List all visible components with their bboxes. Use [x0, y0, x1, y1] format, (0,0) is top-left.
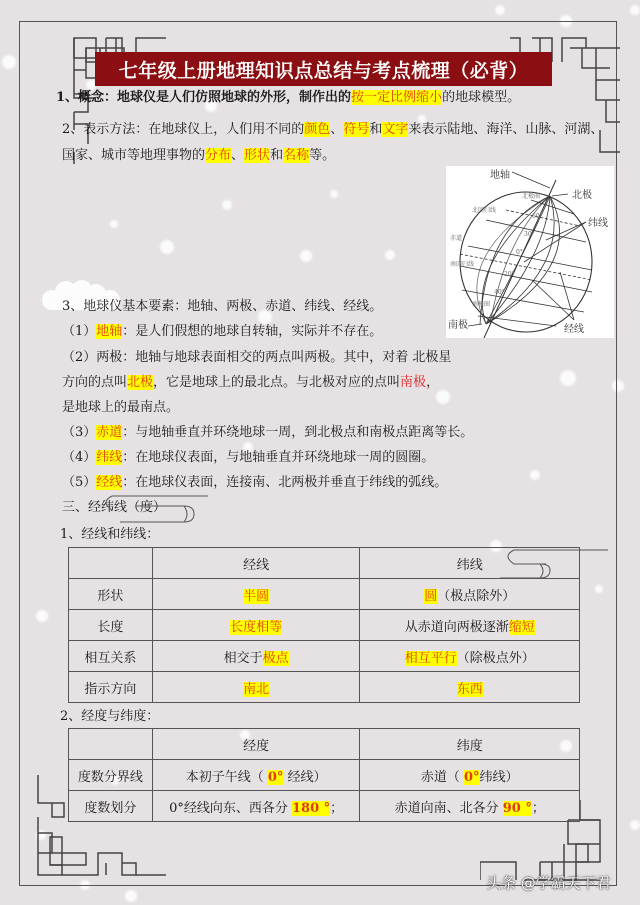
item-text: ，	[426, 375, 440, 390]
section3-item1	[62, 323, 382, 341]
cell-highlight: 90 °	[502, 800, 532, 816]
section3-item2-line2	[62, 374, 439, 392]
term-south-pole: 南极	[400, 375, 427, 390]
cell-text: 经线）	[283, 769, 327, 785]
globe-diagram	[446, 166, 614, 338]
globe-label-north-pole: 北极	[572, 190, 592, 201]
globe-label-0: 0°	[516, 249, 523, 256]
page-title: 七年级上册地理知识点总结与考点梳理（必背）	[95, 52, 552, 86]
section1-prefix: 1、概念：地球仪是人们仿照地球的外形，制作出的	[56, 90, 352, 105]
cell-text: 纬线）	[479, 769, 519, 785]
section3-item3	[62, 424, 473, 442]
table-cell	[360, 760, 580, 791]
table-cell	[152, 579, 360, 610]
globe-label-antarctic-circle: 南极圈	[472, 301, 491, 308]
cell-highlight: 相互平行	[404, 650, 457, 666]
section2-line2-suffix: 等。	[309, 148, 336, 163]
cell-highlight: 圆	[424, 588, 438, 604]
cell-text: （极点除外）	[437, 588, 516, 604]
globe-label-30: 30°	[524, 231, 535, 238]
cell-highlight: 长度相等	[230, 619, 283, 635]
section3-item2-line1: （2）两极：地轴与地球表面相交的两点叫两极。其中，对着 北极星	[62, 350, 452, 365]
cell-highlight: 半圆	[243, 588, 270, 604]
item-number: （4）	[62, 450, 97, 465]
cell-text: 赤道向南、北各分	[394, 800, 503, 816]
hl-color: 颜色	[304, 122, 331, 137]
cell-text: 0°经线向东、西各分	[169, 800, 292, 816]
row-label: 长度	[69, 610, 153, 641]
row-label: 形状	[69, 579, 153, 610]
globe-label-20: 20°	[504, 271, 515, 278]
row-label: 度数分界线	[69, 760, 153, 791]
row-label: 相互关系	[69, 641, 153, 672]
hl-shape: 形状	[244, 148, 271, 163]
hl-text: 文字	[382, 122, 409, 137]
cell-highlight: 0°	[464, 769, 480, 785]
section3-heading: 3、地球仪基本要素：地轴、两极、赤道、纬线、经线。	[62, 299, 383, 314]
section2-line2-prefix: 国家、城市等地理事物的	[62, 148, 206, 163]
section2-line1	[62, 121, 603, 139]
snow-dot	[2, 55, 16, 69]
cell-highlight: 南北	[243, 681, 270, 697]
globe-label-40: 40°	[494, 289, 505, 296]
globe-label-60: 60°	[532, 213, 543, 220]
term-earth-axis: 地轴	[96, 324, 123, 339]
table-header-cell	[69, 729, 153, 760]
table-cell	[152, 791, 360, 822]
cell-highlight: 缩短	[508, 619, 535, 635]
globe-label-arctic-circle: 北极圈	[522, 193, 541, 200]
table-row	[69, 760, 580, 791]
cell-highlight: 极点	[262, 650, 289, 666]
table-row	[69, 641, 580, 672]
item-number: （3）	[62, 425, 97, 440]
cell-text: ；	[531, 800, 545, 816]
table-header-row	[69, 729, 580, 760]
snow-dot	[495, 5, 505, 15]
table-header-cell: 经线	[152, 548, 360, 579]
cell-highlight: 180 °	[291, 800, 331, 816]
section1-suffix: 的地球模型。	[442, 90, 521, 105]
section2-line1-prefix: 2、表示方法：在地球仪上，人们用不同的	[62, 122, 305, 137]
globe-label-tropic-cancer: 北回归线	[472, 207, 497, 214]
term-latitude-line: 纬线	[96, 450, 123, 465]
cell-text: 赤道（	[420, 769, 464, 785]
section3-item4	[62, 449, 434, 467]
cell-text: ；	[330, 800, 344, 816]
scroll-ribbon-decoration	[100, 492, 210, 530]
table-cell	[360, 672, 580, 703]
snow-dot	[630, 5, 640, 15]
lon-lat-degrees-table	[68, 728, 580, 822]
term-longitude-line: 经线	[96, 475, 123, 490]
section2-line2	[62, 147, 335, 165]
sep: 、	[330, 122, 344, 137]
section2-line1-suffix: 来表示陆地、海洋、山脉、河湖、	[408, 122, 604, 137]
sep: 和	[270, 148, 284, 163]
globe-label-axis: 地轴	[490, 170, 510, 181]
section1-highlight: 按一定比例缩小	[351, 90, 443, 105]
hl-symbol: 符号	[343, 122, 370, 137]
section1-concept	[56, 89, 520, 107]
table-row	[69, 610, 580, 641]
chapter3-heading: 三、经纬线（度）	[62, 500, 167, 515]
table-cell	[152, 760, 360, 791]
item-text: ：在地球仪表面，连接南、北两极并垂直于纬线的弧线。	[122, 475, 448, 490]
chapter3-sub2: 2、经度与纬度：	[60, 709, 160, 724]
sep: 和	[369, 122, 383, 137]
sep: 、	[231, 148, 245, 163]
cell-text: 从赤道向两极逐渐	[404, 619, 509, 635]
section3-item5	[62, 474, 447, 492]
scroll-ribbon-decoration	[500, 544, 610, 588]
table-header-cell	[69, 548, 153, 579]
item-text: ，它是地球上的最北点。与北极对应的点叫	[153, 375, 401, 390]
row-label: 指示方向	[69, 672, 153, 703]
globe-label-equator: 赤道	[450, 235, 463, 242]
item-text: 方向的点叫	[62, 375, 128, 390]
cell-highlight: 东西	[456, 681, 483, 697]
item-text: ：在地球仪表面，与地轴垂直并环绕地球一周的圆圈。	[122, 450, 435, 465]
term-equator: 赤道	[96, 425, 123, 440]
hl-distribution: 分布	[205, 148, 232, 163]
table-cell	[360, 641, 580, 672]
globe-label-latitude: 纬线	[588, 218, 608, 229]
globe-label-south-pole: 南极	[448, 320, 468, 331]
table-header-cell: 纬度	[360, 729, 580, 760]
cell-text: 本初子午线（	[185, 769, 268, 785]
table-cell	[360, 791, 580, 822]
section3-item2-line3: 是地球上的最南点。	[62, 400, 180, 415]
cell-highlight: 0°	[267, 769, 284, 785]
cell-text: （除极点外）	[456, 650, 535, 666]
hl-name: 名称	[283, 148, 310, 163]
table-cell	[152, 610, 360, 641]
table-header-cell: 经度	[152, 729, 360, 760]
snow-dot	[630, 820, 640, 830]
watermark: 头条 @学霸天下君	[486, 874, 611, 892]
chapter3-sub1: 1、经线和纬线：	[60, 527, 160, 542]
snow-dot	[125, 890, 137, 902]
table-row	[69, 672, 580, 703]
table-row	[69, 791, 580, 822]
row-label: 度数划分	[69, 791, 153, 822]
table-cell	[152, 641, 360, 672]
globe-label-tropic-capricorn: 南回归线	[450, 261, 475, 268]
item-text: ：与地轴垂直并环绕地球一周，到北极点和南极点距离等长。	[122, 425, 474, 440]
table-cell	[360, 610, 580, 641]
item-number: （5）	[62, 475, 97, 490]
table-header-cell: 纬线	[360, 548, 580, 579]
globe-label-longitude: 经线	[564, 324, 584, 335]
cell-text: 相交于	[223, 650, 263, 666]
table-cell	[152, 672, 360, 703]
item-number: （1）	[62, 324, 97, 339]
item-text: ：是人们假想的地球自转轴，实际并不存在。	[122, 324, 383, 339]
term-north-pole: 北极	[127, 375, 154, 390]
